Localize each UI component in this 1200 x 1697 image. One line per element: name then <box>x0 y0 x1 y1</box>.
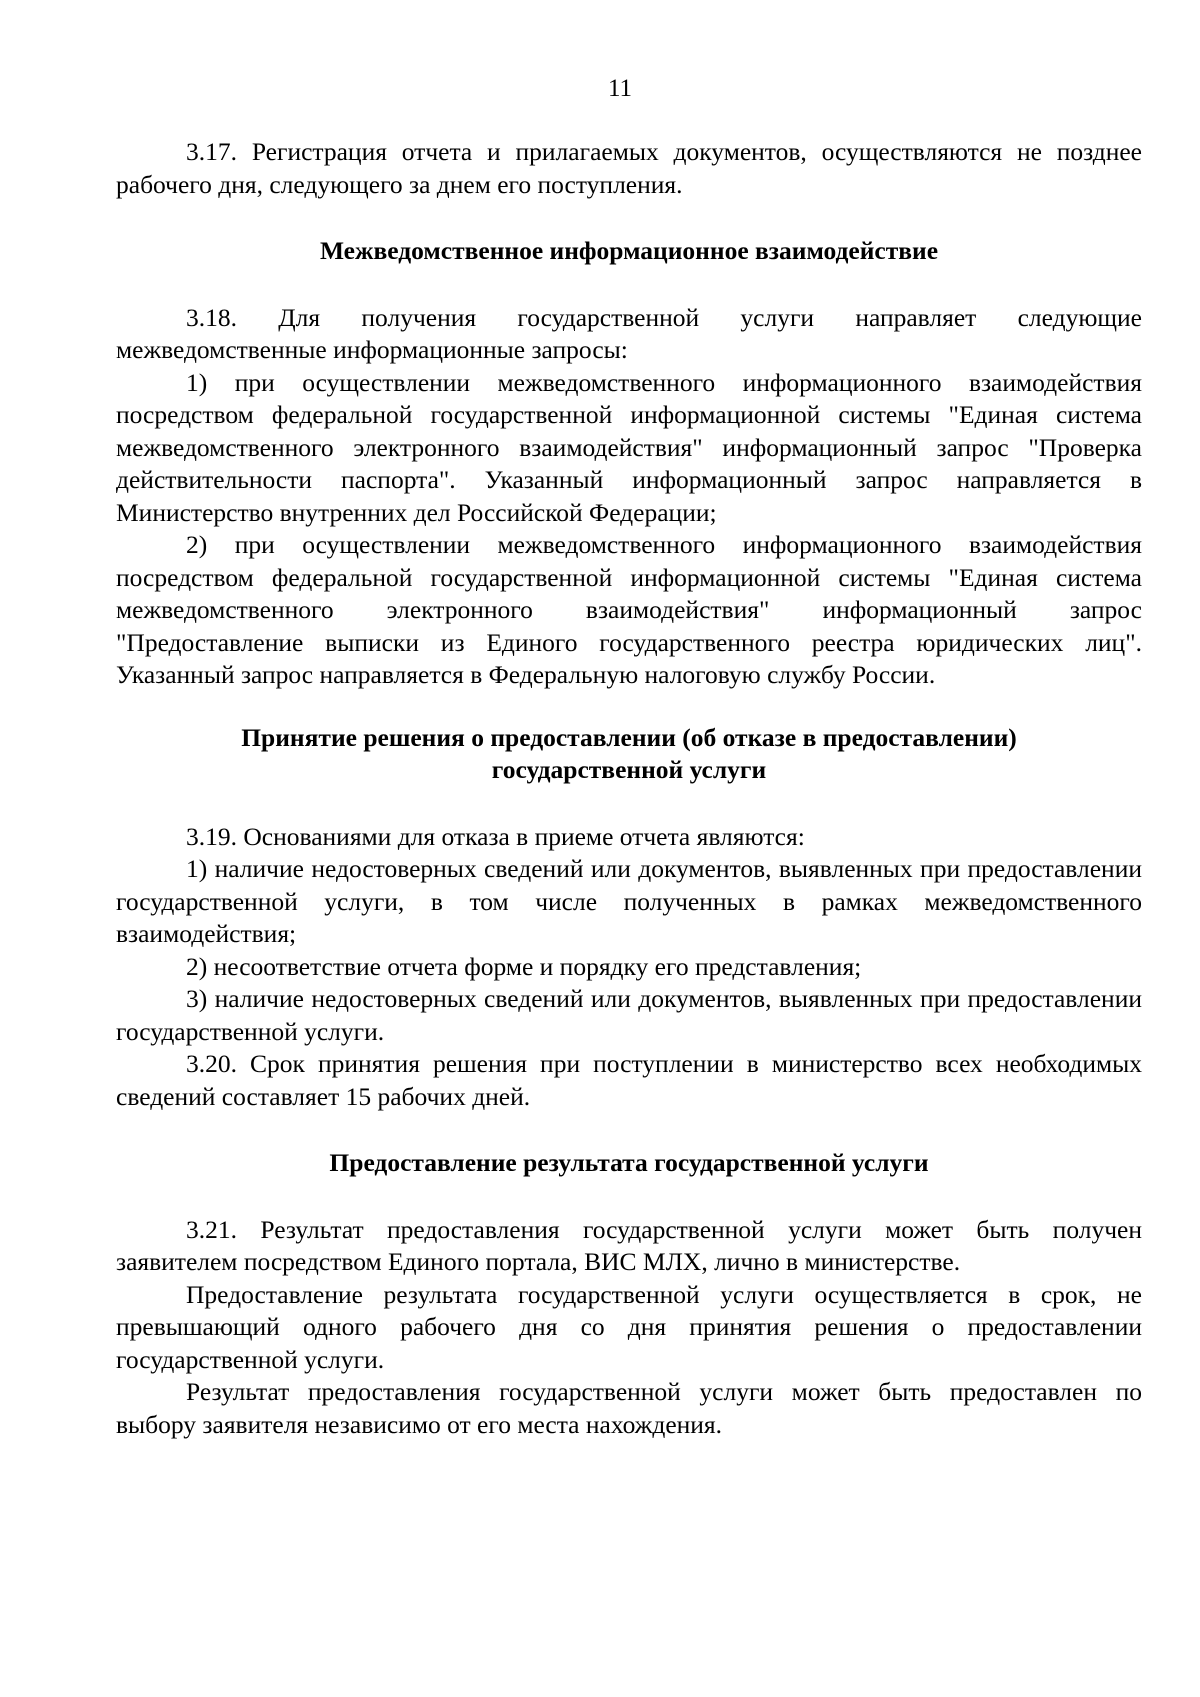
section-heading-decision-line-2: государственной услуги <box>491 755 767 784</box>
paragraph-3-21: 3.21. Результат предоставления государственной услуги может быть получен заявителем посредством Единого портала, ВИС МЛХ, лично в министерстве. <box>116 1214 1142 1276</box>
document-body <box>116 136 1142 1441</box>
paragraph-3-20: 3.20. Срок принятия решения при поступлении в министерство всех необходимых сведений составляет 15 рабочих дней. <box>116 1049 1142 1111</box>
section-heading-decision <box>116 722 1142 787</box>
paragraph-3-18-item-1: 1) при осуществлении межведомственного информационного взаимодействия посредством федеральной государственной информационной системы "Единая система межведомственного электронного взаимодействия" информационный запрос "Проверка действительности паспорта". Указанный информационный запрос направляется в Министерство внутренних дел Российской Федерации; <box>116 367 1142 527</box>
page-number: 11 <box>607 75 633 102</box>
paragraph-3-18-item-2: 2) при осуществлении межведомственного информационного взаимодействия посредством федеральной государственной информационной системы "Единая система межведомственного электронного взаимодействия" информационный запрос "Предоставление выписки из Единого государственного реестра юридических лиц". Указанный запрос направляется в Федеральную налоговую службу России. <box>116 530 1142 689</box>
paragraph-3-19-item-3: 3) наличие недостоверных сведений или документов, выявленных при предоставлении государственной услуги. <box>116 984 1142 1046</box>
paragraph-3-19: 3.19. Основаниями для отказа в приеме отчета являются: <box>186 821 805 851</box>
paragraph-3-19-item-1: 1) наличие недостоверных сведений или документов, выявленных при предоставлении государственной услуги, в том числе полученных в рамках межведомственного взаимодействия; <box>116 854 1142 948</box>
section-heading-decision-line-1: Принятие решения о предоставлении (об отказе в предоставлении) <box>241 722 1017 752</box>
paragraph-result-term: Предоставление результата государственной услуги осуществляется в срок, не превышающий одного рабочего дня со дня принятия решения о предоставлении государственной услуги. <box>116 1279 1142 1374</box>
paragraph-3-19-item-2: 2) несоответствие отчета форме и порядку его представления; <box>186 951 862 981</box>
section-heading-interagency: Межведомственное информационное взаимодействие <box>319 236 939 265</box>
paragraph-3-18: 3.18. Для получения государственной услуги направляет следующие межведомственные информационные запросы: <box>116 302 1142 364</box>
section-heading-result: Предоставление результата государственной услуги <box>329 1148 929 1177</box>
paragraph-result-choice: Результат предоставления государственной услуги может быть предоставлен по выбору заявителя независимо от его места нахождения. <box>116 1377 1142 1439</box>
paragraph-3-17: 3.17. Регистрация отчета и прилагаемых документов, осуществляются не позднее рабочего дня, следующего за днем его поступления. <box>116 137 1142 199</box>
